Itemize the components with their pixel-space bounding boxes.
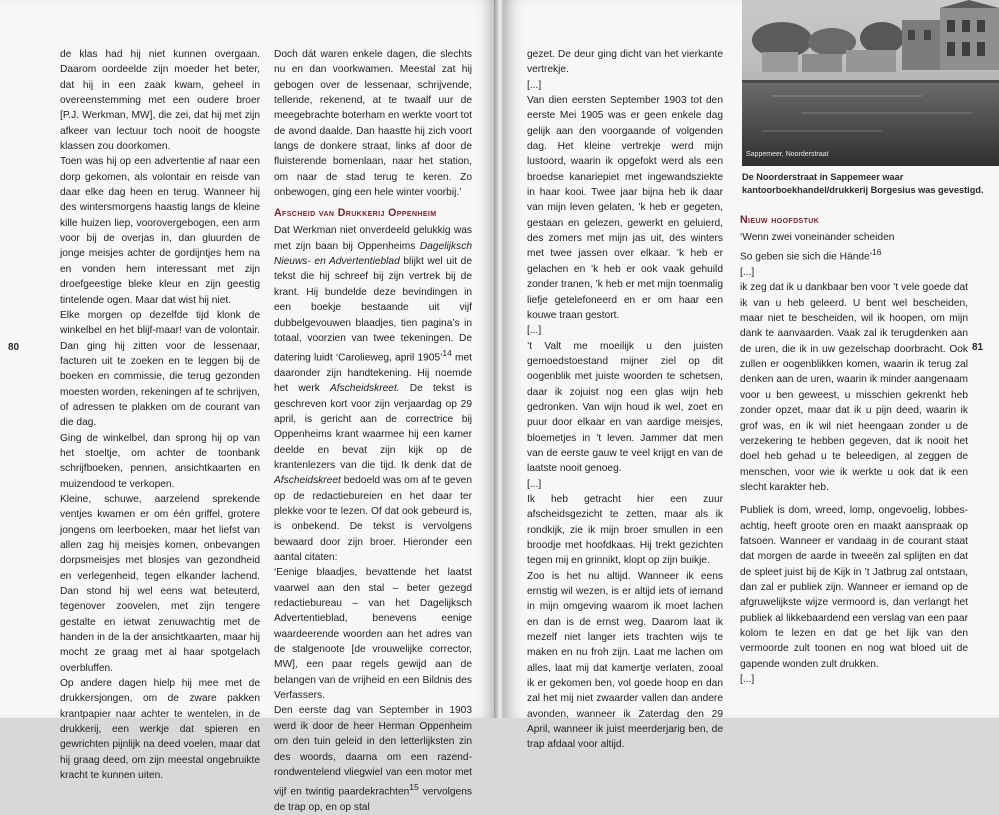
paragraph: Toen was hij op een advertentie af naar een dorp gekomen, als volontair en reisde van daar elke dag heen en terug. Wanneer hij des wintersmorgens haastig langs de kleine kille huizen liep, voorovergebogen, een arm voor bij de overjas in, dan gluurden de jonge meisjes achter de gordijntjes hem na en vonden hem interessant met zijn droefgeestige bleke kleur en zijn geestig tintelende ogen. Maar dat wist hij niet. [60, 156, 260, 306]
ellipsis: [...] [527, 325, 542, 337]
ellipsis: [...] [527, 478, 542, 490]
footnote-ref: 14 [442, 348, 452, 359]
quote-paragraph: ‘Eenige blaadjes, bevattende het laatst vaarwel aan den stal – beter gezegd redactiebureau – van het Dagelijksch Advertentieblad, benevens eenige waardeerende woorden aan het adres van de stalgenoote [de vrouwelijke corrector, MW], een paar regels gewijd aan de belangen van de vrijheid en een Bildnis des Verfassers. [274, 567, 472, 702]
section-heading-afscheid: Afscheid van Drukkerij Oppenheim [274, 207, 437, 220]
right-column-1 [527, 47, 723, 753]
text-run: blijkt wel uit de tekst die hij schreef bij zijn vertrek bij de krant. Hij bundelde deze bevindingen in een boekje bestaande uit vijf dubbelgevouwen blaadjes, tien pagina’s in totaal, voorzien van twee tekeningen. De datering luidt ‘Carolieweg, april 1905’ [274, 256, 472, 364]
paragraph: ’t Valt me moeilijk u den juisten gemoedstoestand mijner ziel op dit oogenblik met juiste woorden te schetsen, daar ik zojuist nog een glas wijn heb gedronken. Van wijn houd ik wel, zoet en puur door elkaar en van aardige meisjes, bloemetjes in ’t leven. Jammer dat men van de eerste gauw te veel krijgt en van de laatste nooit genoeg. [527, 340, 723, 475]
paragraph: Ik heb getracht hier een zuur afscheidsgezicht te zetten, maar als ik rondkijk, zie ik mijn broer smullen in een broodje met hoofdkaas. Hij trekt gezichten tegen mij en grinnikt, klopt op zijn buikje. [527, 493, 723, 567]
text-run: met daaronder zijn handtekening. Hij noemde het werk [274, 352, 472, 395]
left-column-1 [60, 47, 260, 784]
photo-illustration [742, 0, 999, 166]
paragraph: de klas had hij niet kunnen overgaan. Daarom oordeelde zijn moeder het beter, dat hij in een zaak kwam, geheel in overeenstemming met een oudere broer [P.J. Werkman, MW], die zei, dat hij met zijn afkeer van lectuur toch nooit de hoogste klassen zou doorkomen. [60, 49, 260, 153]
paragraph: gezet. De deur ging dicht van het vierkante vertrekje. [527, 49, 723, 76]
text-run: bedoeld was om af te geven op de redactiebureien en het daar ter plekke voor te lezen. Of dat ook gebeurd is, is onbekend. De tekst is vervolgens bewaard door zijn broer. Hieronder een aantal citaten: [274, 475, 472, 564]
italic-title: Dagelijksch Nieuws- en Advertentieblad [274, 240, 472, 268]
ellipsis: [...] [740, 674, 755, 686]
photo-caption: De Noorderstraat in Sappemeer waar kantoorboekhandel/drukkerij Borgesius was gevestigd. [742, 172, 984, 195]
paragraph: Kleine, schuwe, aarzelend sprekende ventjes kwamen er om één griffel, grotere jongens om leerboeken, maar het liefst van allen zag hij meisjes komen, onbevangen dorpsmeisjes met blosjes van gezondheid en verlegenheid, tegen elkander lachend. Dan stond hij wel eens wat beteuterd, tegenover zoovelen, met zijn tengere gestalte en ietwat zenuwachtig met de handen in de la der ansichtkaarten, maar hij mocht ze graag met al haar spotgelach overbluffen. [60, 493, 260, 674]
page-number-left: 80 [8, 342, 20, 353]
left-page [0, 0, 496, 813]
right-column-2 [740, 213, 968, 687]
footnote-ref: 15 [409, 782, 419, 793]
left-column-2 [274, 47, 472, 815]
paragraph: Op andere dagen hielp hij mee met de drukkersjongen, om de zware pakken krantpapier naar achter te wentelen, in de drukkerij, een werkje dat spieren en gewrichten pijnlijk na deed voelen, maar dat hij graag deed, om zijn meestal ongebruikte kracht te kunnen uiten. [60, 678, 260, 782]
quote-paragraph [274, 703, 472, 815]
text-run: Dat Werkman niet onverdeeld gelukkig was met zijn baan bij Oppenheims [274, 225, 472, 252]
paragraph [274, 223, 472, 565]
italic-title: Afscheidskreet. [329, 383, 400, 395]
paragraph: Publiek is dom, wreed, lomp, ongevoelig, lobbes-achtig, heeft groote oren en maakt aanspraak op fatsoen. Wanneer er vandaag in de courant staat dat morgen de aarde in tweeën zal splijten en dat de spleet juist bij de Kijk in ’t Jatbrug zal ontstaan, dan zal er publiek zijn. Wanneer er iemand op de afgruwelijkste wijze vermoord is, dan verlangt het publiek al likkebaardend een verslag van een paar kolom te lezen en dat ge het lijk van den vermoorde zult toonen en nog wat bloed uit de gapende wonden zult drukken. [740, 505, 968, 670]
street-photo [742, 0, 999, 166]
section-heading-nieuw: Nieuw hoofdstuk [740, 214, 820, 226]
quote-line: ‘Wenn zwei voneinander scheiden [740, 232, 895, 243]
quote-line [740, 245, 968, 265]
ellipsis: [...] [527, 79, 542, 91]
text-run: So geben sie sich die Hände’ [740, 251, 872, 263]
text-run: vervolgens de trap op, en op stal [274, 786, 472, 813]
photo-inscription: Sappemeer, Noorderstraat [746, 151, 829, 158]
text-run: De tekst is geschreven kort voor zijn verjaardag op 29 april, is gericht aan de correctrice bij Oppenheims krant waarmee hij een kamer deelde en bevat zijn kijk op de krantenlezers van die tijd. Ik denk dat de [274, 383, 472, 471]
footnote-ref: 16 [871, 247, 882, 258]
paragraph: ik zeg dat ik u dankbaar ben voor ’t vele goede dat ik van u heb geleerd. U bent wel bescheiden, maar niet te bescheiden, wil ik hoopen, om mijn dank te aanvaarden. Vaak zal ik terugdenken aan de uren, die ik in uw gezelschap doorbracht. Ook zullen er oogenblikken komen, waarin ik terug zal denken aan de uren, waarin ik minder aangenaam voor u ben geweest, u misschien gekrenkt heb zonder opzet, maar dat ik u pijn deed, waarin ik grof was, en ik wil niet heengaan zonder u de verzekering te hebben gegeven, dat ik nooit het doel heb gehad u te beleedigen, al zeggen de menschen, voor wie ik werkte u ook dat ik een slecht karakter heb. [740, 282, 968, 493]
italic-title: Afscheidskreet [274, 475, 341, 487]
paragraph: Van dien eersten September 1903 tot den eerste Mei 1905 was er geen enkele dag gelijk aan den voorgaande of volgenden dag. Het kleine vertrekje werd mijn lustoord, waarin ik opgefokt werd als een broedse kanariepiet met ingewandsziekte in haar kooi. Twee jaar bijna heb ik daar van mijn leven gelaten, ’k heb er gegeten, gestaan en gelezen, gewerkt en geluierd, des zomers met mijn jas uit, des winters met twee jassen over elkaar. ’k heb er gelachen en ’k heb er ook vaak gehuild zonder tranen, ’k heb er met mijn toenmalig liefje getelefoneerd en er om haar een kouwe traan gestort. [527, 95, 723, 321]
paragraph: Elke morgen op dezelfde tijd klonk de winkelbel en het blijf-maar! van de volontair. Dan ging hij zitten voor de lessenaar, facturen uit te zoeken en te leggen bij de boeken en commissie, die terug gezonden moesten worden, rekeningen af te schrijven, of adressen te plakken om de courant van die dag. [60, 309, 260, 429]
ellipsis: [...] [740, 267, 755, 279]
text-run: Den eerste dag van September in 1903 werd ik door de heer Herman Oppenheim om den tuin geleid in den letterlijksten zin des woords, daarna om een razend-rondwentelend vliegwiel van een motor met vijf en twintig paardekrachten [274, 705, 472, 798]
paragraph: Zoo is het nu altijd. Wanneer ik eens ernstig wil wezen, is er altijd iets of iemand in mijn omgeving waarom ik moet lachen en dan is de ernst weg. Daarom laat ik mezelf niet langer iets trachten wijs te maken en nu froh zijn. Laat me lachen om alles, laat mij dat kamertje verlaten, zooal ik er gekomen ben, vol goede hoop en dan zal het mij niet zwaarder vallen dan andere avonden, wanneer ik Zaterdag den 29 April, wanneer ik juist meerderjarig ben, de trap afdaal voor altijd. [527, 570, 723, 751]
paragraph: Ging de winkelbel, dan sprong hij op van het stoeltje, om achter de toonbank schrijfboeken, pennen, ansichtkaarten en muizendood te verkopen. [60, 432, 260, 490]
page-number-right: 81 [972, 342, 984, 353]
paragraph: Doch dát waren enkele dagen, die slechts nu en dan voorkwamen. Meestal zat hij gebogen over de lessenaar, schrijvende, tellende, rekenend, at te twaalf uur de meegebrachte boterham en werkte voort tot de avond daalde. Dan haastte hij zich voort langs de donkere straat, links af door de fluisterende bomenlaan, naar het station, om naar de stad terug te keren. Zo onbewogen, ging een hele winter voorbij.’ [274, 49, 472, 199]
